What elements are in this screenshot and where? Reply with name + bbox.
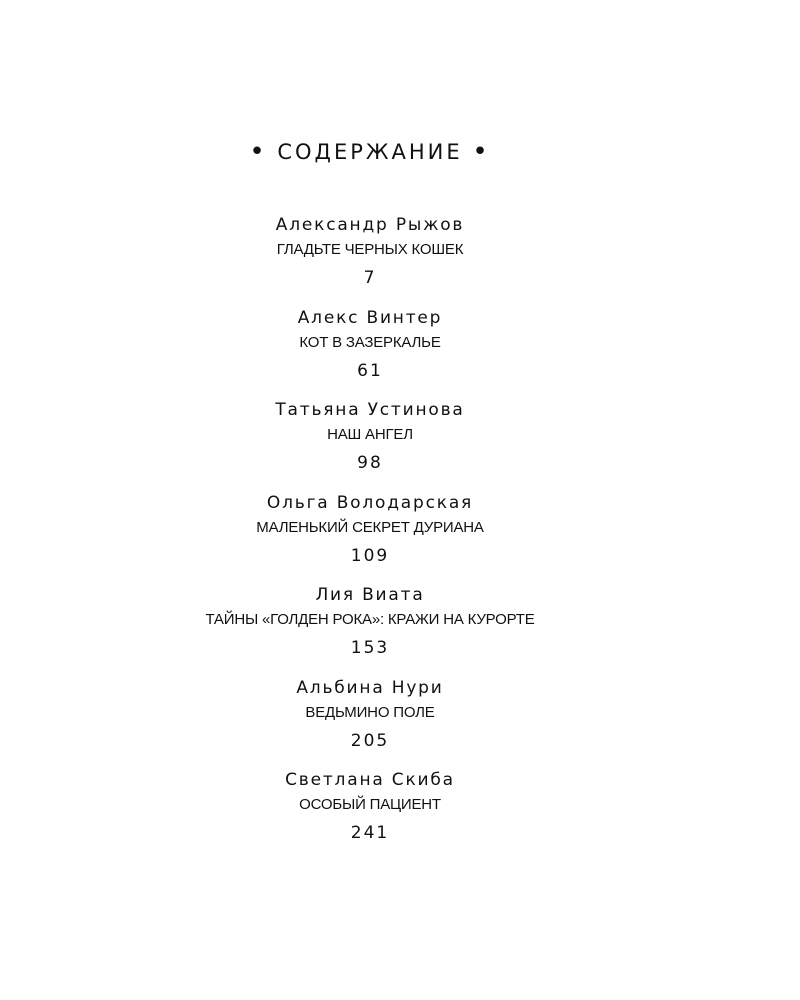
toc-entry[interactable] — [0, 766, 740, 859]
entry-page-number: 109 — [350, 545, 390, 566]
toc-entries — [0, 211, 740, 859]
title-bullet-left: • — [249, 137, 268, 167]
entry-story-title: ОСОБЫЙ ПАЦИЕНТ — [299, 796, 441, 813]
toc-entry[interactable] — [0, 304, 740, 397]
toc-entry[interactable] — [0, 581, 740, 674]
entry-page-number: 98 — [357, 453, 383, 473]
entry-author: Алекс Винтер — [297, 307, 443, 328]
entry-author: Ольга Володарская — [266, 492, 474, 513]
entry-author: Лия Виата — [315, 585, 425, 605]
toc-entry[interactable] — [0, 396, 740, 489]
entry-page-number: 7 — [363, 268, 377, 288]
toc-entry[interactable] — [0, 674, 740, 767]
entry-author: Татьяна Устинова — [275, 400, 465, 420]
entry-story-title: ГЛАДЬТЕ ЧЕРНЫХ КОШЕК — [276, 241, 464, 258]
entry-author: Светлана Скиба — [285, 770, 455, 790]
toc-title-text: СОДЕРЖАНИЕ — [277, 140, 463, 164]
entry-page-number: 153 — [350, 638, 390, 658]
entry-page-number: 205 — [350, 730, 390, 751]
toc-entry[interactable] — [0, 211, 740, 304]
toc-entry[interactable] — [0, 489, 740, 582]
entry-page-number: 61 — [357, 360, 383, 381]
entry-story-title: МАЛЕНЬКИЙ СЕКРЕТ ДУРИАНА — [256, 518, 484, 536]
entry-story-title: ВЕДЬМИНО ПОЛЕ — [305, 703, 435, 721]
toc-title — [0, 137, 740, 166]
title-bullet-right: • — [472, 137, 491, 167]
entry-story-title: ТАЙНЫ «ГОЛДЕН РОКА»: КРАЖИ НА КУРОРТЕ — [205, 611, 535, 628]
entry-author: Александр Рыжов — [275, 215, 465, 235]
entry-page-number: 241 — [350, 823, 390, 843]
entry-story-title: КОТ В ЗАЗЕРКАЛЬЕ — [299, 333, 441, 351]
entry-story-title: НАШ АНГЕЛ — [327, 426, 413, 443]
entry-author: Альбина Нури — [296, 677, 444, 698]
